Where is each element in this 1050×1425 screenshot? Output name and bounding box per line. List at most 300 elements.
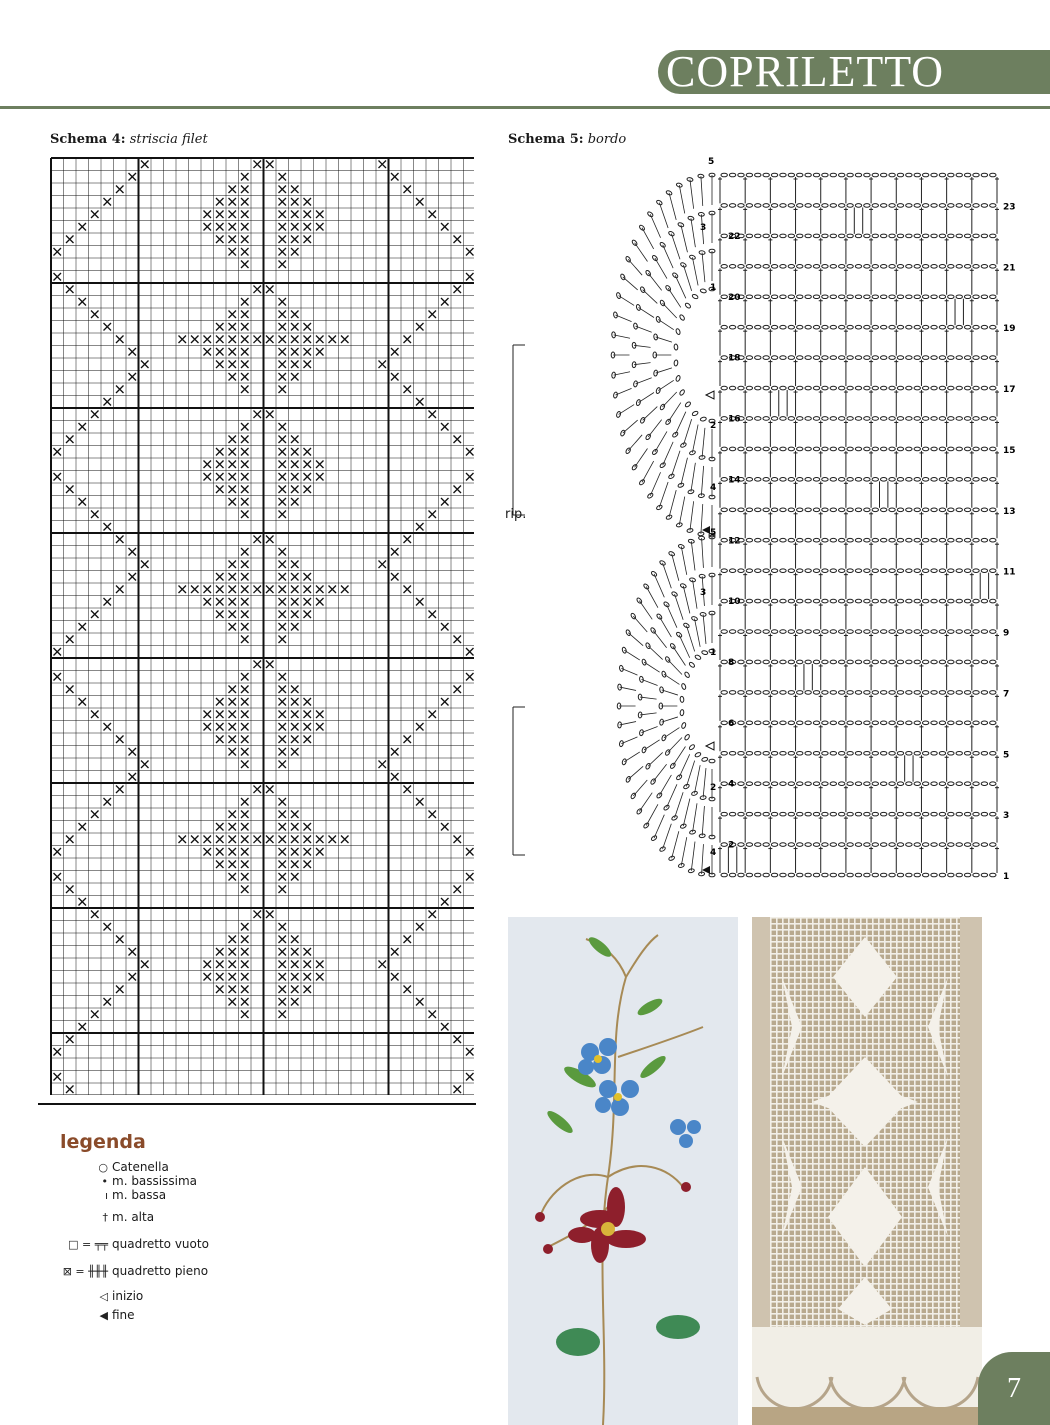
- filet-filled-cell: [454, 436, 462, 444]
- filet-filled-cell: [391, 373, 399, 381]
- filet-filled-cell: [241, 873, 249, 881]
- filet-filled-cell: [241, 561, 249, 569]
- filet-filled-cell: [291, 986, 299, 994]
- filet-filled-cell: [241, 211, 249, 219]
- filet-filled-cell: [229, 336, 237, 344]
- filet-filled-cell: [316, 723, 324, 731]
- bordo-chain-row: [721, 599, 996, 603]
- filet-filled-cell: [441, 623, 449, 631]
- filet-filled-cell: [116, 586, 124, 594]
- filet-filled-cell: [304, 961, 312, 969]
- legend-symbol: †: [102, 1210, 108, 1224]
- bordo-row-number: 19: [1003, 324, 1016, 335]
- filet-filled-cell: [104, 198, 112, 206]
- filet-filled-cell: [279, 948, 287, 956]
- filet-filled-cell: [241, 723, 249, 731]
- filet-filled-cell: [429, 611, 437, 619]
- filet-filled-cell: [429, 711, 437, 719]
- filet-filled-cell: [454, 886, 462, 894]
- filet-filled-cell: [216, 473, 224, 481]
- filet-filled-cell: [241, 386, 249, 394]
- filet-filled-cell: [254, 586, 262, 594]
- filet-filled-cell: [466, 248, 474, 256]
- bordo-chain-row: [721, 478, 996, 482]
- filet-filled-cell: [291, 948, 299, 956]
- bordo-row-number: 13: [1003, 506, 1016, 517]
- bordo-scallop-number: 3: [700, 223, 707, 233]
- filet-filled-cell: [179, 836, 187, 844]
- filet-filled-cell: [204, 211, 212, 219]
- filet-filled-cell: [279, 248, 287, 256]
- filet-filled-cell: [204, 336, 212, 344]
- filet-filled-cell: [329, 836, 337, 844]
- filet-filled-cell: [104, 398, 112, 406]
- filet-filled-cell: [441, 898, 449, 906]
- filet-filled-cell: [279, 861, 287, 869]
- bordo-chain-row: [721, 173, 996, 177]
- filet-filled-cell: [316, 961, 324, 969]
- filet-filled-cell: [279, 698, 287, 706]
- filet-filled-cell: [229, 373, 237, 381]
- filet-grid: [51, 158, 474, 1095]
- filet-filled-cell: [79, 498, 87, 506]
- legend-title: legenda: [60, 1131, 146, 1153]
- filet-filled-cell: [241, 248, 249, 256]
- filet-filled-cell: [91, 711, 99, 719]
- bordo-chain-row: [721, 356, 996, 360]
- legend-item: [56, 1289, 143, 1303]
- legend-label: Catenella: [112, 1160, 169, 1174]
- filet-filled-cell: [429, 1011, 437, 1019]
- filet-filled-cell: [291, 186, 299, 194]
- filet-filled-cell: [279, 298, 287, 306]
- filet-filled-cell: [204, 848, 212, 856]
- filet-filled-cell: [291, 211, 299, 219]
- bordo-scallop-number: 3: [700, 588, 707, 598]
- filet-filled-cell: [266, 411, 274, 419]
- filet-filled-cell: [254, 786, 262, 794]
- legend-symbol: ◀: [99, 1308, 108, 1322]
- filet-filled-cell: [216, 961, 224, 969]
- bordo-chain-row: [721, 812, 996, 816]
- filet-filled-cell: [466, 673, 474, 681]
- bordo-chain-row: [721, 691, 996, 695]
- filet-filled-cell: [454, 486, 462, 494]
- bordo-chain-row: [721, 386, 996, 390]
- filet-filled-cell: [79, 623, 87, 631]
- filet-filled-cell: [241, 598, 249, 606]
- filet-filled-cell: [116, 536, 124, 544]
- bordo-chain-row: [721, 325, 996, 329]
- filet-filled-cell: [91, 511, 99, 519]
- filet-filled-cell: [241, 261, 249, 269]
- filet-filled-cell: [241, 498, 249, 506]
- filet-filled-cell: [279, 323, 287, 331]
- filet-filled-cell: [216, 836, 224, 844]
- filet-filled-cell: [216, 486, 224, 494]
- filet-filled-cell: [79, 1023, 87, 1031]
- filet-filled-cell: [79, 698, 87, 706]
- filet-filled-cell: [241, 698, 249, 706]
- filet-filled-cell: [266, 286, 274, 294]
- filet-filled-cell: [316, 598, 324, 606]
- filet-filled-cell: [291, 248, 299, 256]
- filet-filled-cell: [316, 336, 324, 344]
- legend-item: [56, 1237, 209, 1251]
- filet-filled-cell: [241, 373, 249, 381]
- filet-filled-cell: [129, 748, 137, 756]
- filet-filled-cell: [304, 236, 312, 244]
- filet-filled-cell: [241, 748, 249, 756]
- filet-filled-cell: [291, 698, 299, 706]
- filet-filled-cell: [229, 611, 237, 619]
- filet-filled-cell: [429, 311, 437, 319]
- filet-filled-cell: [254, 911, 262, 919]
- filet-filled-cell: [304, 223, 312, 231]
- filet-filled-cell: [304, 211, 312, 219]
- filet-filled-cell: [254, 661, 262, 669]
- schema4-caption: [50, 132, 208, 147]
- filet-filled-cell: [241, 948, 249, 956]
- filet-filled-cell: [279, 336, 287, 344]
- legend-label: quadretto pieno: [112, 1264, 209, 1278]
- filet-filled-cell: [104, 998, 112, 1006]
- schema5-caption: [508, 132, 626, 147]
- filet-filled-cell: [391, 748, 399, 756]
- filet-filled-cell: [241, 486, 249, 494]
- filet-filled-cell: [129, 348, 137, 356]
- bordo-scallop-number: 5: [710, 528, 717, 538]
- filet-filled-cell: [241, 173, 249, 181]
- filet-filled-cell: [204, 961, 212, 969]
- filet-filled-cell: [229, 561, 237, 569]
- filet-filled-cell: [441, 698, 449, 706]
- filet-filled-cell: [279, 936, 287, 944]
- filet-filled-cell: [304, 736, 312, 744]
- bordo-scallop-ring: [674, 287, 715, 423]
- bordo-row-number: 23: [1003, 202, 1016, 213]
- filet-filled-cell: [416, 398, 424, 406]
- filet-filled-cell: [304, 573, 312, 581]
- filet-filled-cell: [279, 1011, 287, 1019]
- filet-filled-cell: [291, 323, 299, 331]
- filet-filled-cell: [429, 811, 437, 819]
- filet-filled-cell: [454, 1086, 462, 1094]
- filet-filled-cell: [229, 248, 237, 256]
- filet-filled-cell: [229, 236, 237, 244]
- filet-filled-cell: [141, 761, 149, 769]
- filet-filled-cell: [241, 986, 249, 994]
- filet-filled-cell: [241, 198, 249, 206]
- bordo-row-number: 7: [1003, 689, 1010, 700]
- start-marker: [706, 742, 714, 750]
- filet-filled-cell: [91, 811, 99, 819]
- filet-filled-cell: [441, 823, 449, 831]
- filet-filled-cell: [279, 461, 287, 469]
- schema4-name: striscia filet: [129, 132, 208, 147]
- filet-filled-cell: [454, 236, 462, 244]
- filet-filled-cell: [304, 723, 312, 731]
- filet-filled-cell: [229, 361, 237, 369]
- filet-filled-cell: [116, 736, 124, 744]
- page-title: COPRILETTO: [666, 47, 945, 96]
- bordo-chain-row: [721, 660, 996, 664]
- bordo-row-number: 5: [1003, 750, 1010, 761]
- filet-filled-cell: [141, 561, 149, 569]
- filet-filled-cell: [466, 1073, 474, 1081]
- bordo-row-number: 16: [728, 414, 741, 425]
- filet-filled-cell: [66, 286, 74, 294]
- filet-filled-cell: [116, 786, 124, 794]
- legend-item: [56, 1264, 208, 1278]
- filet-filled-cell: [341, 336, 349, 344]
- filet-filled-cell: [229, 311, 237, 319]
- legend-symbol: ⊠ = ╫╫╫: [62, 1264, 108, 1278]
- filet-filled-cell: [291, 448, 299, 456]
- filet-filled-cell: [241, 886, 249, 894]
- filet-filled-cell: [279, 348, 287, 356]
- filet-filled-cell: [229, 323, 237, 331]
- bordo-chain-row: [721, 447, 996, 451]
- filet-filled-cell: [179, 586, 187, 594]
- filet-filled-cell: [279, 748, 287, 756]
- bordo-chain-row: [721, 721, 996, 725]
- bordo-scallop-number: 4: [710, 483, 717, 493]
- bordo-row-number: 22: [728, 231, 741, 242]
- filet-filled-cell: [91, 1011, 99, 1019]
- filet-filled-cell: [191, 586, 199, 594]
- filet-filled-cell: [241, 686, 249, 694]
- filet-filled-cell: [316, 473, 324, 481]
- filet-filled-cell: [291, 836, 299, 844]
- filet-filled-cell: [304, 323, 312, 331]
- legend-label: m. bassa: [112, 1188, 167, 1202]
- filet-filled-cell: [291, 336, 299, 344]
- filet-filled-cell: [466, 648, 474, 656]
- filet-filled-cell: [391, 773, 399, 781]
- legend-item: [56, 1210, 154, 1224]
- filet-filled-cell: [229, 948, 237, 956]
- rip-label: rip.: [505, 507, 527, 522]
- bordo-grid: [718, 173, 999, 877]
- filet-filled-cell: [441, 1023, 449, 1031]
- filet-filled-cell: [129, 573, 137, 581]
- filet-filled-cell: [329, 586, 337, 594]
- filet-filled-cell: [104, 323, 112, 331]
- filet-filled-cell: [291, 998, 299, 1006]
- filet-filled-cell: [441, 498, 449, 506]
- filet-filled-cell: [229, 873, 237, 881]
- filet-filled-cell: [266, 911, 274, 919]
- filet-filled-cell: [266, 786, 274, 794]
- filet-filled-cell: [316, 348, 324, 356]
- bordo-chain-row: [721, 782, 996, 786]
- filet-filled-cell: [204, 586, 212, 594]
- filet-filled-cell: [441, 298, 449, 306]
- filet-filled-cell: [204, 836, 212, 844]
- filet-filled-cell: [254, 286, 262, 294]
- filet-filled-cell: [229, 461, 237, 469]
- filet-filled-cell: [291, 611, 299, 619]
- filet-filled-cell: [429, 411, 437, 419]
- filet-filled-cell: [304, 711, 312, 719]
- filet-filled-cell: [279, 186, 287, 194]
- bordo-row-number: 15: [1003, 445, 1016, 456]
- filet-filled-cell: [291, 736, 299, 744]
- bordo-scallop-number: 2: [710, 783, 717, 793]
- bordo-scallop-number: 1: [710, 648, 717, 658]
- filet-filled-cell: [279, 548, 287, 556]
- filet-filled-cell: [241, 298, 249, 306]
- filet-filled-cell: [279, 211, 287, 219]
- filet-filled-cell: [291, 848, 299, 856]
- filet-filled-cell: [229, 986, 237, 994]
- bordo-row-number: 6: [728, 718, 735, 729]
- filet-filled-cell: [79, 823, 87, 831]
- bordo-scallop-number: 4: [710, 848, 717, 858]
- bordo-scallops: [513, 173, 715, 877]
- bordo-chart: [505, 150, 1025, 885]
- filet-filled-cell: [229, 973, 237, 981]
- filet-filled-cell: [304, 348, 312, 356]
- filet-filled-cell: [229, 961, 237, 969]
- filet-filled-cell: [241, 811, 249, 819]
- filet-filled-cell: [241, 848, 249, 856]
- filet-filled-cell: [291, 861, 299, 869]
- filet-filled-cell: [291, 598, 299, 606]
- filet-filled-cell: [191, 836, 199, 844]
- filet-filled-cell: [291, 961, 299, 969]
- bordo-scallop-ring: [659, 611, 715, 801]
- filet-filled-cell: [404, 536, 412, 544]
- filet-filled-cell: [241, 611, 249, 619]
- filet-filled-cell: [229, 211, 237, 219]
- filet-filled-cell: [279, 673, 287, 681]
- filet-filled-cell: [216, 711, 224, 719]
- filet-filled-cell: [229, 748, 237, 756]
- filet-filled-cell: [441, 223, 449, 231]
- filet-filled-cell: [229, 598, 237, 606]
- filet-filled-cell: [279, 998, 287, 1006]
- filet-filled-cell: [241, 236, 249, 244]
- filet-filled-cell: [416, 798, 424, 806]
- filet-filled-cell: [266, 536, 274, 544]
- filet-filled-cell: [404, 186, 412, 194]
- bordo-chain-row: [721, 204, 996, 208]
- filet-filled-cell: [304, 948, 312, 956]
- filet-filled-cell: [216, 948, 224, 956]
- filet-filled-cell: [279, 811, 287, 819]
- filet-filled-cell: [316, 711, 324, 719]
- filet-filled-cell: [316, 211, 324, 219]
- filet-filled-cell: [229, 473, 237, 481]
- schema4-label: Schema 4:: [50, 132, 126, 147]
- filet-filled-cell: [379, 961, 387, 969]
- filet-filled-cell: [279, 761, 287, 769]
- filet-filled-cell: [304, 973, 312, 981]
- filet-filled-cell: [254, 536, 262, 544]
- filet-filled-cell: [241, 361, 249, 369]
- filet-filled-cell: [291, 436, 299, 444]
- filet-filled-cell: [91, 411, 99, 419]
- filet-filled-cell: [116, 186, 124, 194]
- filet-filled-cell: [216, 723, 224, 731]
- filet-filled-cell: [279, 261, 287, 269]
- filet-filled-cell: [279, 848, 287, 856]
- filet-filled-cell: [304, 198, 312, 206]
- filet-filled-cell: [179, 336, 187, 344]
- filet-filled-cell: [216, 198, 224, 206]
- filet-filled-cell: [279, 436, 287, 444]
- filet-filled-cell: [391, 548, 399, 556]
- filet-filled-cell: [316, 973, 324, 981]
- filet-filled-cell: [54, 248, 62, 256]
- filet-filled-cell: [216, 698, 224, 706]
- filet-filled-cell: [229, 936, 237, 944]
- filet-filled-cell: [279, 473, 287, 481]
- filet-filled-cell: [229, 823, 237, 831]
- filet-filled-cell: [279, 311, 287, 319]
- legend-label: inizio: [112, 1289, 144, 1303]
- filet-filled-cell: [316, 461, 324, 469]
- filet-filled-cell: [91, 911, 99, 919]
- filet-filled-cell: [279, 361, 287, 369]
- filet-filled-cell: [291, 823, 299, 831]
- bordo-row-number: 21: [1003, 263, 1016, 274]
- filet-filled-cell: [466, 448, 474, 456]
- filet-filled-cell: [291, 361, 299, 369]
- filet-filled-cell: [466, 473, 474, 481]
- filet-filled-cell: [304, 861, 312, 869]
- filet-filled-cell: [291, 873, 299, 881]
- filet-filled-cell: [216, 973, 224, 981]
- filet-filled-cell: [404, 736, 412, 744]
- filet-filled-cell: [241, 323, 249, 331]
- filet-filled-cell: [454, 636, 462, 644]
- filet-filled-cell: [341, 836, 349, 844]
- filet-filled-cell: [279, 636, 287, 644]
- filet-filled-cell: [216, 461, 224, 469]
- filet-filled-cell: [216, 336, 224, 344]
- filet-filled-cell: [229, 861, 237, 869]
- bordo-row-number: 12: [728, 536, 741, 547]
- filet-filled-cell: [129, 948, 137, 956]
- bordo-chain-row: [721, 569, 996, 573]
- filet-filled-cell: [129, 548, 137, 556]
- filet-filled-cell: [216, 223, 224, 231]
- legend-label: m. alta: [112, 1210, 155, 1224]
- bordo-top-number: 5: [708, 157, 715, 167]
- filet-filled-cell: [216, 448, 224, 456]
- filet-strip-photo: [752, 917, 982, 1425]
- filet-filled-cell: [291, 561, 299, 569]
- filet-filled-cell: [229, 723, 237, 731]
- filet-filled-cell: [254, 336, 262, 344]
- filet-filled-cell: [216, 573, 224, 581]
- filet-filled-cell: [304, 611, 312, 619]
- filet-filled-cell: [279, 711, 287, 719]
- filet-filled-cell: [304, 448, 312, 456]
- filet-filled-cell: [241, 761, 249, 769]
- filet-filled-cell: [279, 511, 287, 519]
- filet-filled-cell: [241, 348, 249, 356]
- filet-filled-cell: [91, 211, 99, 219]
- bordo-row-number: 18: [728, 353, 741, 364]
- filet-filled-cell: [66, 886, 74, 894]
- filet-filled-cell: [216, 986, 224, 994]
- filet-filled-cell: [291, 936, 299, 944]
- filet-filled-cell: [279, 798, 287, 806]
